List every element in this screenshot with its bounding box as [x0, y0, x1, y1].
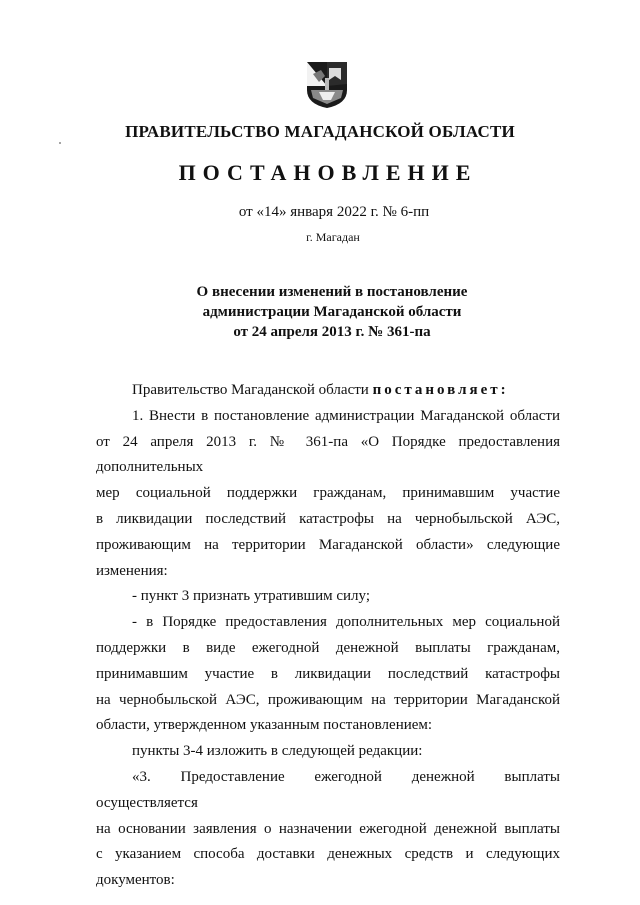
- coat-of-arms-icon: [305, 60, 349, 110]
- clause-line: от 24 апреля 2013 г. № 361-па «О Порядке предоставления дополнительных: [96, 433, 560, 476]
- clause-line: в ликвидации последствий катастрофы на чернобыльской АЭС,: [96, 510, 560, 527]
- preamble-text: Правительство Магаданской области: [132, 382, 373, 398]
- quote-line: на основании заявления о назначении ежегодной денежной выплаты: [96, 820, 560, 837]
- scan-speck: [59, 142, 61, 144]
- item-line: пункты 3-4 изложить в следующей редакции:: [132, 743, 423, 760]
- clause-line: мер социальной поддержки гражданам, принимавшим участие: [96, 485, 560, 502]
- item-line: - пункт 3 признать утратившим силу;: [132, 588, 371, 605]
- item-line: поддержки в виде ежегодной денежной выплаты гражданам,: [96, 639, 560, 656]
- quote-line: документов:: [96, 872, 175, 889]
- quote-line: с указанием способа доставки денежных средств и следующих: [96, 846, 560, 863]
- city: г. Магадан: [306, 230, 360, 244]
- document-body: [96, 378, 560, 894]
- quote-line: «3. Предоставление ежегодной денежной выплаты осуществляется: [96, 768, 560, 811]
- subject-line: от 24 апреля 2013 г. № 361-па: [233, 324, 431, 340]
- document-type: ПОСТАНОВЛЕНИЕ: [178, 160, 478, 185]
- item-line: - в Порядке предоставления дополнительных мер социальной: [132, 614, 560, 631]
- item-line: области, утвержденном указанным постановлением:: [96, 717, 433, 734]
- resolves-word: постановляет:: [372, 382, 509, 398]
- document-subject: [12, 282, 640, 342]
- subject-line: администрации Магаданской области: [202, 304, 462, 320]
- preamble: [96, 378, 560, 404]
- clause-line: изменения:: [96, 562, 168, 579]
- subject-line: О внесении изменений в постановление: [196, 284, 468, 300]
- date-and-number: от «14» января 2022 г. № 6-пп: [238, 204, 430, 220]
- issuing-authority: ПРАВИТЕЛЬСТВО МАГАДАНСКОЙ ОБЛАСТИ: [125, 122, 515, 141]
- clause-line: проживающим на территории Магаданской области» следующие: [96, 536, 560, 553]
- item-line: принимавшим участие в ликвидации последствий катастрофы: [96, 665, 560, 682]
- item-line: на чернобыльской АЭС, проживающим на территории Магаданской: [96, 691, 560, 708]
- clause-line: 1. Внести в постановление администрации Магаданской области: [132, 407, 560, 424]
